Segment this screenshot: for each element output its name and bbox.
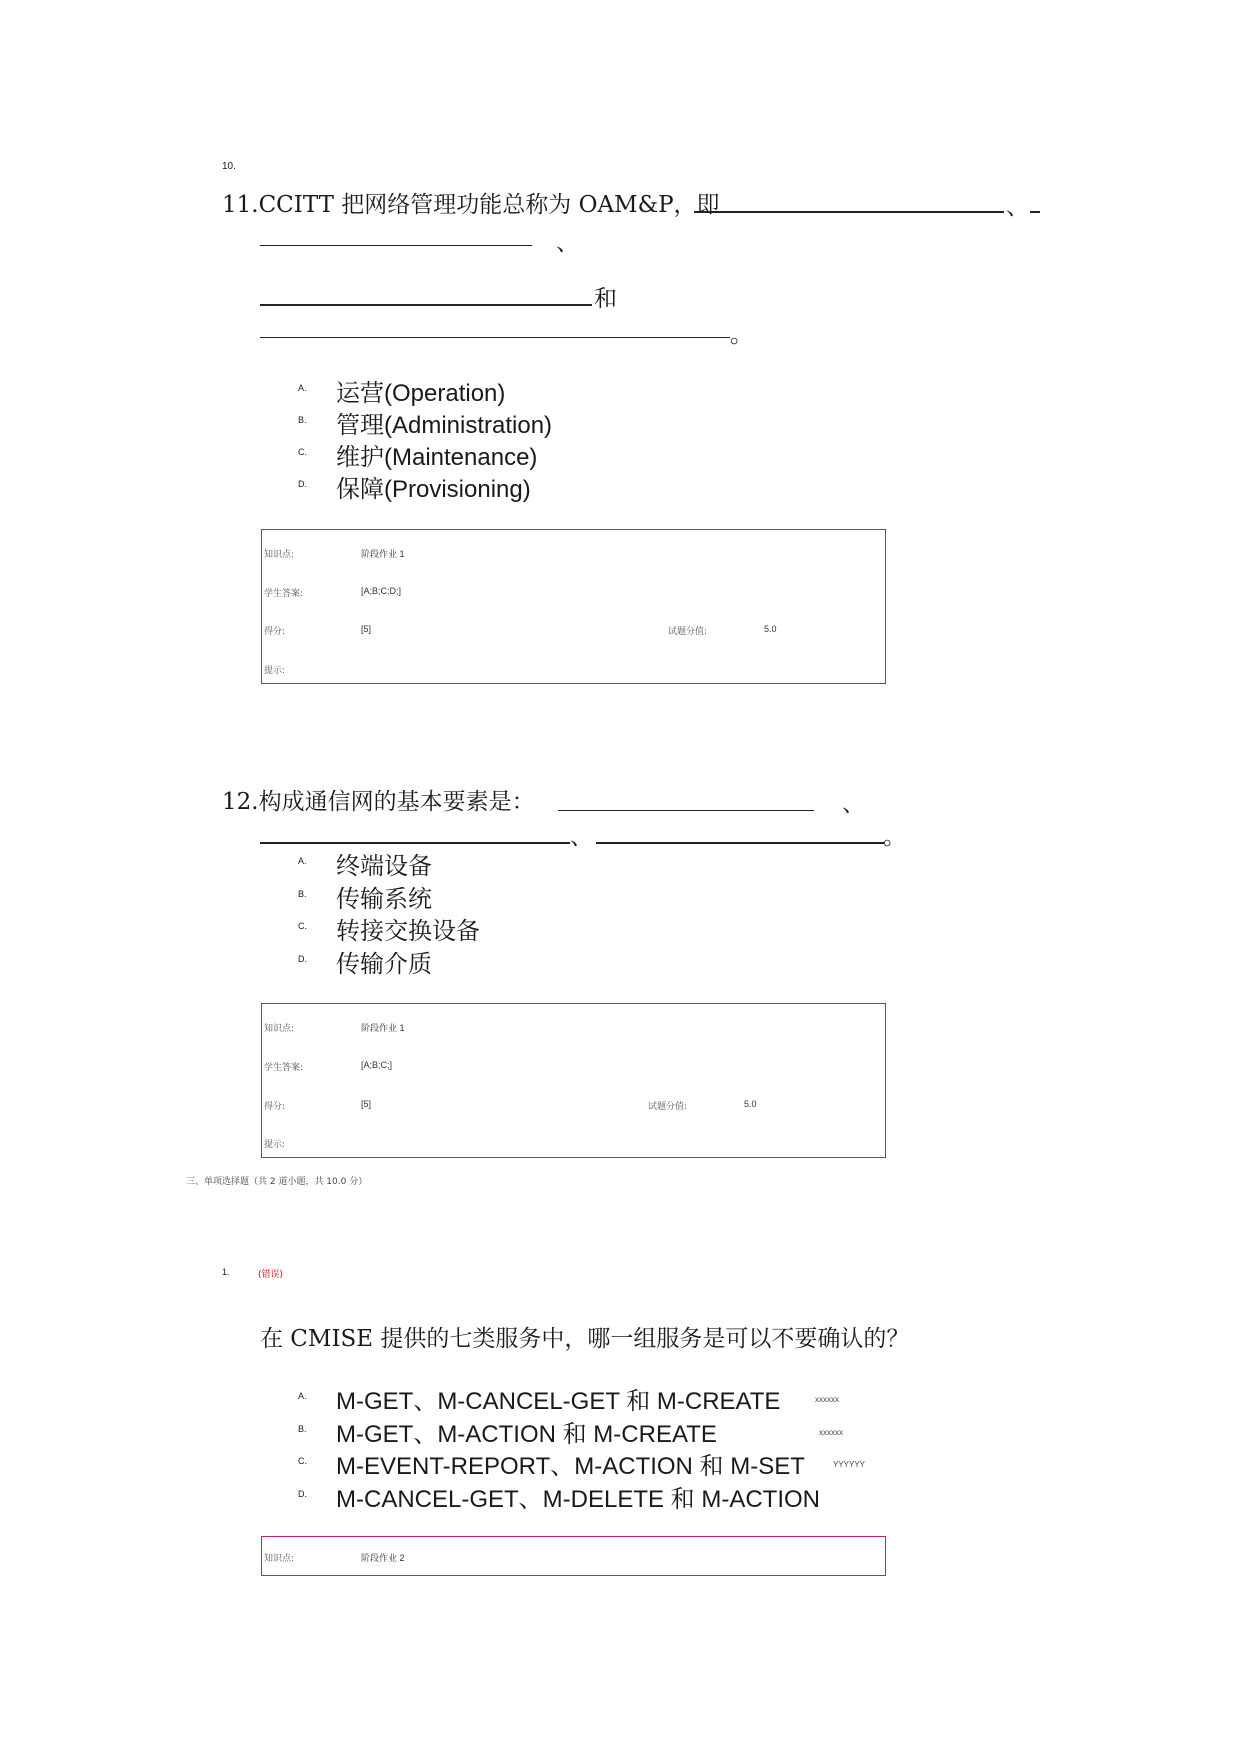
student-answer-value: [A;B;C;D;]: [361, 586, 402, 596]
question-end-mark: 。: [883, 824, 906, 850]
points-label: 试题分值:: [668, 627, 708, 637]
option-letter: D.: [298, 954, 307, 964]
answer-blank-4: [260, 335, 730, 338]
answer-blank-3: [596, 840, 884, 844]
option-text: 传输介质: [336, 950, 432, 978]
knowledge-label: 知识点:: [264, 1024, 295, 1034]
option-letter: B.: [298, 1424, 307, 1434]
question-stem: 在 CMISE 提供的七类服务中，哪一组服务是可以不要确认的？: [260, 1326, 910, 1352]
question-number: 1.: [222, 1267, 230, 1277]
student-answer-label: 学生答案:: [264, 589, 304, 599]
knowledge-value: 阶段作业 1: [361, 549, 405, 559]
option-letter: C.: [298, 921, 307, 931]
option-letter: D.: [298, 1489, 307, 1499]
hint-label: 提示:: [264, 1140, 286, 1150]
option-letter: A.: [298, 1391, 307, 1401]
option-text: 管理(Administration): [336, 412, 553, 439]
blank-separator: 、: [556, 230, 579, 256]
option-letter: B.: [298, 415, 307, 425]
question-12-line-1: [222, 783, 535, 816]
section-heading: 三、单项选择题（共 2 道小题，共 10.0 分）: [186, 1177, 368, 1187]
question-stem: CCITT 把网络管理功能总称为 OAM&P，即: [258, 192, 720, 218]
blank-separator: 、: [1006, 194, 1029, 220]
option-mark: xxxxxx: [819, 1428, 843, 1437]
answer-blank-1-tail: [1030, 209, 1040, 213]
points-label: 试题分值:: [648, 1102, 688, 1112]
option-letter: C.: [298, 1456, 307, 1466]
option-mark: YYYYYY: [833, 1460, 866, 1469]
option-text: 终端设备: [336, 852, 432, 880]
student-answer-label: 学生答案:: [264, 1063, 304, 1073]
option-text: 维护(Maintenance): [336, 444, 538, 471]
score-value: [5]: [361, 1099, 372, 1109]
option-letter: B.: [298, 889, 307, 899]
answer-info-box: [261, 1536, 886, 1576]
option-text: M-GET、M-ACTION 和 M-CREATE: [336, 1421, 717, 1448]
option-mark: xxxxxx: [815, 1395, 839, 1404]
points-value: 5.0: [764, 624, 777, 634]
knowledge-value: 阶段作业 1: [361, 1023, 405, 1033]
answer-blank-2: [260, 840, 570, 844]
blank-separator: 和: [594, 286, 617, 312]
question-end-mark: 。: [730, 322, 753, 348]
question-number: 11.: [222, 192, 259, 218]
points-value: 5.0: [744, 1099, 757, 1109]
option-text: M-EVENT-REPORT、M-ACTION 和 M-SET: [336, 1453, 805, 1480]
option-text: M-GET、M-CANCEL-GET 和 M-CREATE: [336, 1388, 781, 1415]
question-number-10: 10.: [222, 161, 236, 172]
knowledge-label: 知识点:: [264, 550, 295, 560]
answer-blank-3: [260, 302, 592, 306]
question-number: 12.: [222, 789, 259, 815]
student-answer-value: [A;B;C;]: [361, 1060, 393, 1070]
option-text: M-CANCEL-GET、M-DELETE 和 M-ACTION: [336, 1486, 821, 1513]
option-text: 保障(Provisioning): [336, 476, 531, 503]
knowledge-value: 阶段作业 2: [361, 1553, 405, 1563]
score-label: 得分:: [264, 1102, 286, 1112]
score-value: [5]: [361, 624, 372, 634]
question-stem: 构成通信网的基本要素是：: [258, 789, 535, 815]
answer-blank-1: [558, 808, 814, 811]
option-text: 传输系统: [336, 885, 432, 913]
option-letter: A.: [298, 856, 307, 866]
blank-separator: 、: [842, 791, 865, 817]
option-text: 转接交换设备: [336, 917, 480, 945]
answer-info-box: [261, 529, 886, 684]
question-11-line-1: [222, 186, 720, 219]
knowledge-label: 知识点:: [264, 1554, 295, 1564]
status-badge: (错误): [258, 1270, 284, 1280]
score-label: 得分:: [264, 627, 286, 637]
answer-blank-1: [694, 209, 1004, 213]
option-letter: C.: [298, 447, 307, 457]
option-letter: A.: [298, 383, 307, 393]
hint-label: 提示:: [264, 666, 286, 676]
answer-blank-2: [260, 243, 532, 246]
option-text: 运营(Operation): [336, 380, 506, 407]
blank-separator: 、: [570, 824, 593, 850]
option-letter: D.: [298, 479, 307, 489]
answer-info-box: [261, 1003, 886, 1158]
